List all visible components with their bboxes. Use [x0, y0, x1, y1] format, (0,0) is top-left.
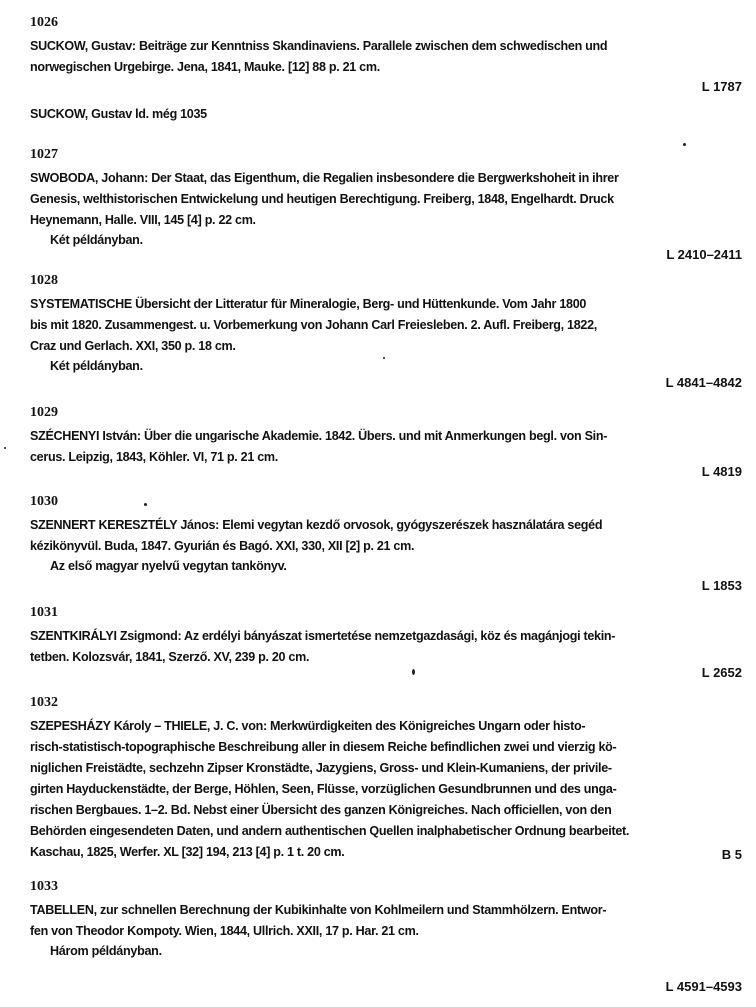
entry-line: norwegischen Urgebirge. Jena, 1841, Mauke. [12] 88 p. 21 cm.: [30, 60, 380, 74]
entry-line: Heynemann, Halle. VIII, 145 [4] p. 22 cm.: [30, 213, 256, 227]
catalog-entry-1033: [30, 878, 742, 1000]
entry-number: 1030: [30, 494, 58, 509]
entry-number: 1029: [30, 405, 58, 420]
entry-note: Két példányban.: [50, 359, 143, 373]
entry-note: Három példányban.: [50, 944, 162, 958]
catalog-entry-1028: [30, 272, 742, 394]
entry-line: risch-statistisch-topographische Beschreibung aller in diesem Reiche befindlichen zwei und vierzig kö-: [30, 740, 617, 754]
catalog-entry-1031: [30, 604, 742, 684]
catalog-entry-1027: [30, 146, 742, 266]
entry-line: Genesis, welthistorischen Entwickelung und heutigen Berechtigung. Freiberg, 1848, Engelhardt. Druck: [30, 192, 614, 206]
scan-speck: [4, 447, 6, 449]
entry-description: [30, 900, 742, 942]
scan-speck: [144, 503, 147, 506]
entry-line: SYSTEMATISCHE Übersicht der Litteratur für Mineralogie, Berg- und Hüttenkunde. Vom Jahr 1800: [30, 297, 587, 311]
entry-description: [30, 515, 742, 557]
entry-number: 1033: [30, 879, 58, 894]
entry-line: Behörden eingesendeten Daten, und andern authentischen Quellen inalphabetischer Ordnung bearbeitet.: [30, 824, 630, 838]
catalog-entry-1029: [30, 404, 742, 484]
catalog-entry-1030: [30, 493, 742, 593]
entry-line: SUCKOW, Gustav: Beiträge zur Kenntniss Skandinaviens. Parallele zwischen dem schwedischen und: [30, 39, 608, 53]
shelf-mark: L 1853: [701, 578, 742, 593]
shelf-mark: L 1787: [701, 79, 742, 94]
entry-note: Az első magyar nyelvű vegytan tankönyv.: [50, 559, 287, 573]
shelf-mark: L 4591–4593: [665, 979, 742, 994]
entry-description: [30, 104, 742, 125]
entry-line: SZENNERT KERESZTÉLY János: Elemi vegytan kezdő orvosok, gyógyszerészek használatára segéd: [30, 518, 603, 532]
entry-description: [30, 168, 742, 231]
entry-number: 1028: [30, 273, 58, 288]
entry-line: tetben. Kolozsvár, 1841, Szerző. XV, 239 p. 20 cm.: [30, 650, 310, 664]
entry-line: SZENTKIRÁLYI Zsigmond: Az erdélyi bányászat ismertetése nemzetgazdasági, köz és magánjogi tekin-: [30, 629, 616, 643]
entry-line: kézikönyvül. Buda, 1847. Gyurián és Bagó. XXI, 330, XII [2] p. 21 cm.: [30, 539, 415, 553]
shelf-mark: L 2410–2411: [666, 247, 742, 262]
shelf-mark: B 5: [721, 847, 742, 862]
entry-description: [30, 426, 742, 468]
entry-line: rischen Bergbaues. 1–2. Bd. Nebst einer Übersicht des ganzen Königreiches. Nach officiellen, von den: [30, 803, 612, 817]
entry-number: 1026: [30, 15, 58, 30]
entry-line: Kaschau, 1825, Werfer. XL [32] 194, 213 [4] p. 1 t. 20 cm.: [30, 845, 345, 859]
entry-line: Craz und Gerlach. XXI, 350 p. 18 cm.: [30, 339, 236, 353]
entry-number: 1032: [30, 695, 58, 710]
entry-description: [30, 716, 742, 863]
entry-number: 1027: [30, 147, 58, 162]
entry-description: [30, 294, 742, 357]
entry-line: niglichen Freistädte, sechzehn Zipser Kronstädte, Jazygiens, Gross- und Klein-Kumaniens, der privile-: [30, 761, 612, 775]
entry-line: SWOBODA, Johann: Der Staat, das Eigenthum, die Regalien insbesondere die Bergwerkshoheit in ihrer: [30, 171, 619, 185]
entry-number: 1031: [30, 605, 58, 620]
shelf-mark: L 2652: [701, 665, 742, 680]
catalog-entry-1026: [30, 14, 742, 94]
shelf-mark: L 4819: [701, 464, 742, 479]
shelf-mark: L 4841–4842: [665, 375, 742, 390]
entry-line: cerus. Leipzig, 1843, Köhler. VI, 71 p. 21 cm.: [30, 450, 278, 464]
entry-line: fen von Theodor Kompoty. Wien, 1844, Ullrich. XXII, 17 p. Har. 21 cm.: [30, 924, 419, 938]
entry-description: [30, 36, 742, 78]
cross-reference-entry: [30, 104, 742, 126]
entry-line: bis mit 1820. Zusammengest. u. Vorbemerkung von Johann Carl Freiesleben. 2. Aufl. Freiberg, 1822,: [30, 318, 598, 332]
scan-speck: [412, 669, 415, 675]
entry-line: girten Hayduckenstädte, der Berge, Höhlen, Seen, Flüsse, vorzüglichen Gesundbrunnen und des unga-: [30, 782, 617, 796]
entry-description: [30, 626, 742, 668]
entry-line: TABELLEN, zur schnellen Berechnung der Kubikinhalte von Kohlmeilern und Stammhölzern. Entwor-: [30, 903, 607, 917]
entry-note: Két példányban.: [50, 233, 143, 247]
catalog-entry-1032: [30, 694, 742, 866]
scan-speck: [683, 143, 686, 146]
entry-line: SUCKOW, Gustav ld. még 1035: [30, 107, 207, 121]
entry-line: SZÉCHENYI István: Über die ungarische Akademie. 1842. Übers. und mit Anmerkungen begl. von Sin-: [30, 429, 608, 443]
scan-speck: [383, 357, 385, 359]
entry-line: SZEPESHÁZY Károly – THIELE, J. C. von: Merkwürdigkeiten des Königreiches Ungarn oder histo-: [30, 719, 586, 733]
